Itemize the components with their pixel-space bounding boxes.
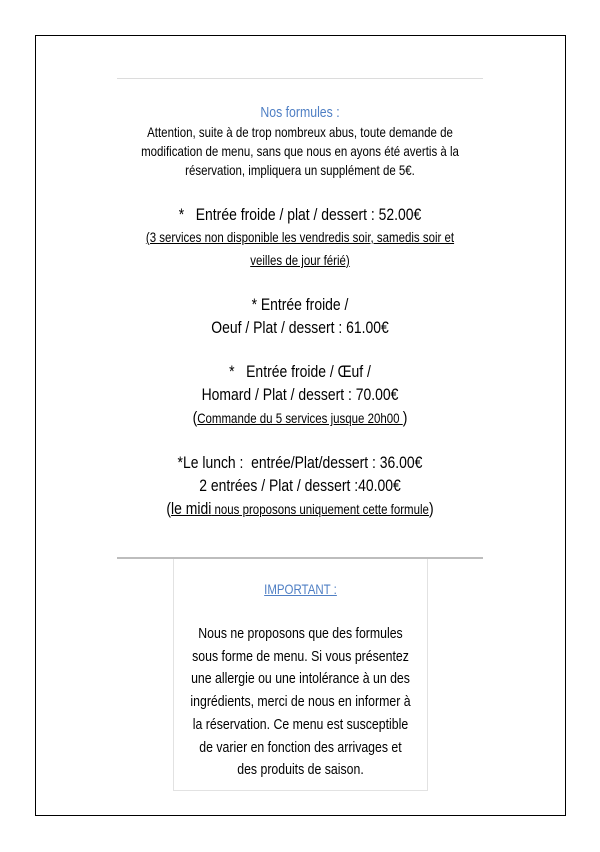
formule-61-line1: * Entrée froide /	[251, 295, 349, 314]
formules-section	[136, 103, 464, 521]
formule-70-line2: Homard / Plat / dessert : 70.00€	[201, 385, 399, 404]
important-title: IMPORTANT :	[264, 581, 337, 597]
formule-70-line1: * Entrée froide / Œuf /	[229, 362, 371, 381]
formule-52-note-1: (3 services non disponible les vendredis soir, samedis soir et	[145, 229, 455, 245]
top-divider	[117, 78, 483, 79]
lunch-note-midi: le midi	[171, 499, 212, 518]
formule-70-note	[136, 406, 464, 430]
lunch-line1: *Le lunch : entrée/Plat/dessert : 36.00€	[177, 453, 423, 472]
lunch-line2: 2 entrées / Plat / dessert :40.00€	[199, 476, 401, 495]
formule-70-note-text: Commande du 5 services jusque 20h00	[197, 410, 403, 426]
important-box	[173, 559, 428, 791]
modification-notice: Attention, suite à de trop nombreux abus, toute demande de modification de menu, sans que nous en ayons été avertis à la réservation, impliquera un supplément de 5€.	[141, 124, 459, 178]
important-text: Nous ne proposons que des formules sous forme de menu. Si vous présentez une allergie ou une intolérance à un des ingrédients, merci de nous en informer à la réservation. Ce menu est susceptible de varier en fonction des arrivages et des produits de saison.	[190, 625, 411, 779]
lunch-note-text: nous proposons uniquement cette formule	[211, 501, 429, 517]
formules-title: Nos formules :	[260, 104, 340, 121]
note-open-paren: (	[192, 408, 198, 427]
lunch-close-paren: )	[428, 499, 434, 518]
note-close-paren: )	[402, 408, 408, 427]
formule-61-line2: Oeuf / Plat / dessert : 61.00€	[211, 318, 389, 337]
lunch-note	[136, 497, 464, 521]
formule-52-note-2: veilles de jour férié)	[250, 252, 350, 268]
lunch-open-paren: (	[166, 499, 172, 518]
formule-52: * Entrée froide / plat / dessert : 52.00€	[178, 205, 422, 224]
